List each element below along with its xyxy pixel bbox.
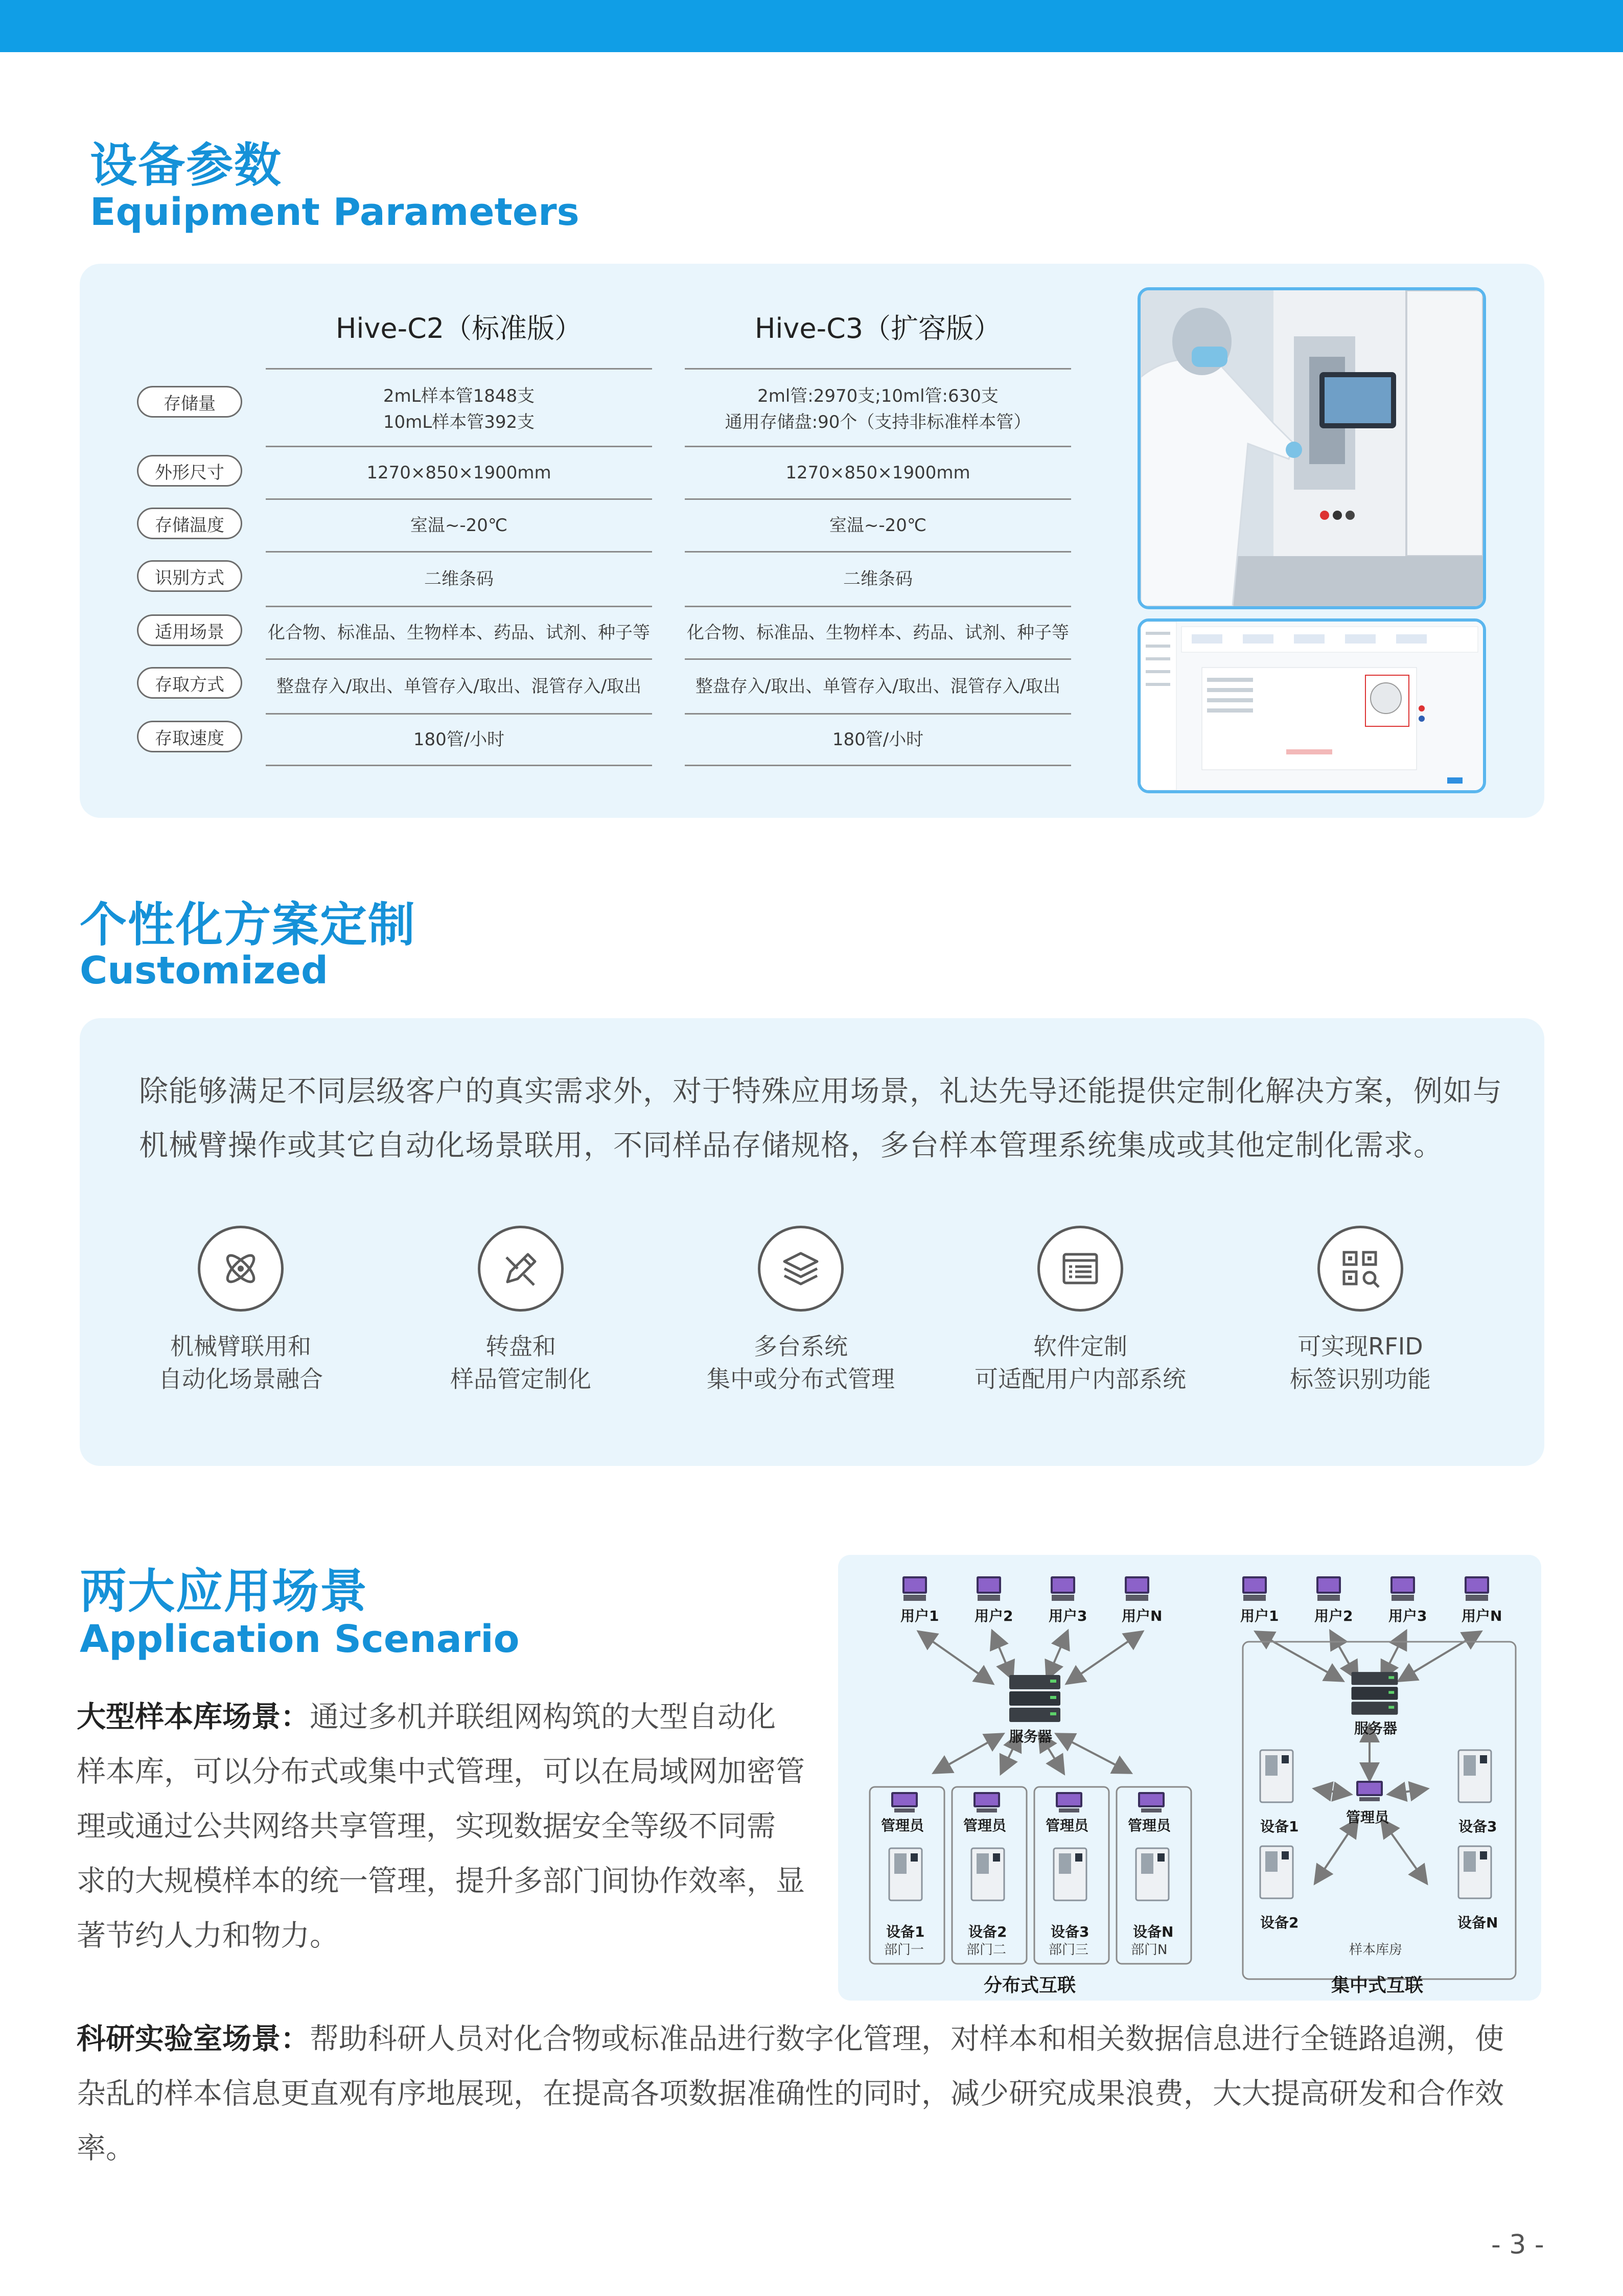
custom-description: 除能够满足不同层级客户的真实需求外，对于特殊应用场景，礼达先导还能提供定制化解决方案，例如与 机械臂操作或其它自动化场景联用，不同样品存储规格，多台样本管理系统集成或其他定制化需求。 (139, 1074, 1502, 1162)
admin-icon (889, 1791, 920, 1816)
software-ui-illustration (1141, 622, 1483, 790)
row-label-identification: 识别方式 (137, 560, 242, 592)
admin-label: 管理员 (1128, 1817, 1171, 1834)
server-icon (1349, 1668, 1400, 1719)
storage-device-icon (1258, 1748, 1295, 1806)
top-banner (0, 0, 1623, 52)
row-label-storage: 存储量 (137, 386, 242, 418)
user-workstation-icon (1313, 1573, 1344, 1606)
table-cell: 化合物、标准品、生物样本、药品、试剂、种子等 (685, 607, 1071, 660)
row-label-access-mode: 存取方式 (137, 667, 242, 699)
feature-software-circle (1037, 1226, 1123, 1312)
server-label: 服务器 (1009, 1728, 1053, 1745)
admin-label: 管理员 (1346, 1809, 1389, 1826)
user-label: 用户3 (1049, 1608, 1087, 1624)
sample-room-label: 样本库房 (1349, 1942, 1403, 1958)
admin-label: 管理员 (1046, 1817, 1089, 1834)
storage-device-icon (1258, 1844, 1295, 1902)
feature-edit-circle (478, 1226, 564, 1312)
table-cell: 二维条码 (685, 553, 1071, 607)
large-biobank-scenario: 大型样本库场景：通过多机并联组网构筑的大型自动化 样本库，可以分布式或集中式管理，可以在局域网加密管 理或通过公共网络共享管理，实现数据安全等级不同需 求的大规模样本的统一管理，提升多部门间协作效率，显 著节约人力和物力。 (77, 1700, 805, 1953)
table-cell: 整盘存入/取出、单管存入/取出、混管存入/取出 (266, 660, 652, 715)
user-label: 用户2 (1314, 1608, 1353, 1624)
device-label: 设备1 (1260, 1818, 1299, 1835)
feature-layers-circle (758, 1226, 844, 1312)
diagram-connections (838, 1555, 1541, 2001)
table-cell: 180管/小时 (685, 715, 1071, 766)
server-label: 服务器 (1354, 1720, 1398, 1737)
software-list-icon (1059, 1247, 1102, 1290)
feature-atom-circle (198, 1226, 284, 1312)
column-title-c2: Hive-C2（标准版） (335, 312, 583, 345)
table-cell: 1270×850×1900mm (685, 447, 1071, 500)
user-label: 用户2 (975, 1608, 1013, 1624)
admin-icon (1054, 1791, 1084, 1816)
department-label: 部门三 (1049, 1942, 1089, 1958)
software-screenshot (1138, 618, 1486, 793)
user-workstation-icon (1122, 1573, 1152, 1606)
atom-icon (219, 1247, 262, 1290)
user-workstation-icon (1239, 1573, 1270, 1606)
table-cell: 室温~-20℃ (266, 500, 652, 553)
storage-device-icon (1134, 1846, 1171, 1904)
storage-device-icon (887, 1846, 924, 1904)
row-label-temperature: 存储温度 (137, 508, 242, 539)
user-label: 用户3 (1388, 1608, 1427, 1624)
custom-title-en: Customized (80, 949, 328, 993)
admin-label: 管理员 (881, 1817, 924, 1834)
page-number: - 3 - (1491, 2230, 1544, 2260)
user-workstation-icon (899, 1573, 930, 1606)
storage-device-icon (969, 1846, 1006, 1904)
network-diagram (838, 1555, 1541, 2001)
device-label: 设备3 (1458, 1818, 1497, 1835)
device-label: 设备3 (1051, 1923, 1089, 1940)
row-label-application: 适用场景 (137, 614, 242, 646)
table-cell: 1270×850×1900mm (266, 447, 652, 500)
row-label-access-speed: 存取速度 (137, 721, 242, 752)
server-icon (1007, 1672, 1063, 1726)
distributed-caption: 分布式互联 (984, 1975, 1076, 1996)
table-cell: 2mL样本管1848支 10mL样本管392支 (266, 373, 652, 447)
research-lab-scenario: 科研实验室场景：帮助科研人员对化合物或标准品进行数字化管理，对样本和相关数据信息进行全链路追溯，使 杂乱的样本信息更直观有序地展现，在提高各项数据准确性的同时，减少研究成果浪费，大大提高研发和合作效 率。 (77, 2022, 1504, 2165)
user-label: 用户1 (1240, 1608, 1279, 1624)
department-label: 部门N (1131, 1942, 1168, 1958)
centralized-caption: 集中式互联 (1331, 1975, 1424, 1996)
department-label: 部门一 (884, 1942, 924, 1958)
table-header-rule (266, 368, 652, 370)
column-title-c3: Hive-C3（扩容版） (754, 312, 1002, 345)
storage-device-icon (1456, 1844, 1493, 1902)
table-cell: 整盘存入/取出、单管存入/取出、混管存入/取出 (685, 660, 1071, 715)
admin-icon (1136, 1791, 1167, 1816)
feature-qr-circle (1317, 1226, 1403, 1312)
storage-device-icon (1456, 1748, 1493, 1806)
custom-title-cn: 个性化方案定制 (80, 898, 416, 952)
table-cell: 化合物、标准品、生物样本、药品、试剂、种子等 (266, 607, 652, 660)
user-workstation-icon (1387, 1573, 1418, 1606)
storage-device-icon (1052, 1846, 1088, 1904)
qr-scan-icon (1339, 1247, 1382, 1290)
device-label: 设备2 (1260, 1914, 1299, 1931)
device-label: 设备1 (886, 1923, 925, 1940)
user-label: 用户1 (900, 1608, 939, 1624)
table-cell: 2ml管:2970支;10ml管:630支 通用存储盘:90个（支持非标准样本管） (685, 373, 1071, 447)
device-label: 设备N (1457, 1914, 1498, 1931)
feature-label: 多台系统 集中或分布式管理 (707, 1333, 895, 1393)
app-title-cn: 两大应用场景 (80, 1564, 368, 1619)
admin-icon (971, 1791, 1002, 1816)
params-title-cn: 设备参数 (90, 138, 283, 193)
feature-label: 转盘和 样品管定制化 (450, 1333, 591, 1393)
table-cell: 二维条码 (266, 553, 652, 607)
device-label: 设备2 (968, 1923, 1007, 1940)
user-workstation-icon (1462, 1573, 1492, 1606)
device-label: 设备N (1133, 1923, 1174, 1940)
app-title-en: Application Scenario (80, 1617, 520, 1661)
admin-icon (1354, 1780, 1385, 1804)
params-title-en: Equipment Parameters (90, 190, 579, 234)
user-workstation-icon (973, 1573, 1004, 1606)
lab-operator-illustration (1141, 290, 1483, 606)
edit-pencil-icon (499, 1247, 542, 1290)
feature-label: 软件定制 可适配用户内部系统 (975, 1333, 1186, 1393)
table-cell: 180管/小时 (266, 715, 652, 766)
product-photo (1138, 287, 1486, 609)
table-header-rule (685, 368, 1071, 370)
layers-icon (779, 1247, 822, 1290)
feature-label: 可实现RFID 标签识别功能 (1290, 1333, 1431, 1393)
user-label: 用户N (1462, 1608, 1502, 1624)
user-workstation-icon (1048, 1573, 1078, 1606)
user-label: 用户N (1122, 1608, 1163, 1624)
row-label-dimensions: 外形尺寸 (137, 455, 242, 487)
department-label: 部门二 (966, 1942, 1007, 1958)
admin-label: 管理员 (963, 1817, 1007, 1834)
table-cell: 室温~-20℃ (685, 500, 1071, 553)
feature-label: 机械臂联用和 自动化场景融合 (158, 1333, 323, 1393)
